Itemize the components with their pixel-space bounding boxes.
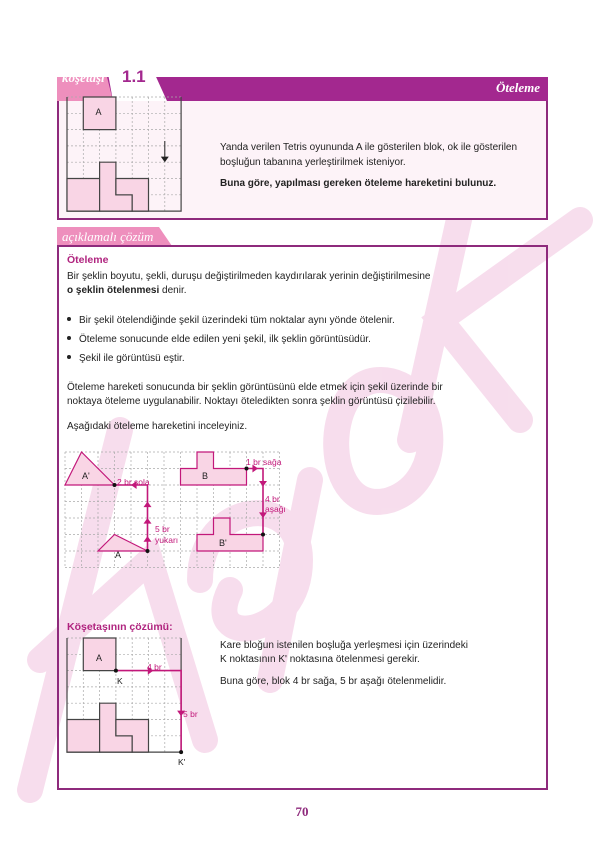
definition-line-2 <box>67 284 187 298</box>
label-a: A <box>115 550 122 560</box>
move-right-label: 4 br <box>147 662 162 672</box>
arrow-head-icon <box>144 502 152 508</box>
solution-tab-label: açıklamalı çözüm <box>62 229 154 244</box>
bullet-dot-icon <box>67 336 71 340</box>
point-dot <box>113 483 117 487</box>
label-a-prime: A' <box>82 471 90 481</box>
problem-statement: Yanda verilen Tetris oyununda A ile gösterilen blok, ok ile gösterilen boşluğun tabanına yerleştirilmek isteniyor. <box>220 142 518 168</box>
arrow-head-icon <box>144 536 152 542</box>
block-a-label: A <box>95 106 102 117</box>
definition-line-1: Bir şeklin boyutu, şekli, duruşu değiştirilmeden kaydırılarak yerinin değiştirilmesine <box>67 271 431 282</box>
bottom-block-left <box>67 179 100 212</box>
topic-title: Öteleme <box>495 80 540 95</box>
point-k-prime <box>179 750 183 754</box>
move-down-label-2: aşağı <box>265 504 286 514</box>
bullet-dot-icon <box>67 355 71 359</box>
examine-text: Aşağıdaki öteleme hareketini inceleyiniz. <box>67 421 248 432</box>
header-tab-label: köşetaşı <box>62 70 105 85</box>
paragraph-line-1: Öteleme hareketi sonucunda bir şeklin görüntüsünü elde etmek için şekil üzerinde bir <box>67 382 443 393</box>
paragraph-line-2: noktaya öteleme uygulanabilir. Noktayı öteledikten sonra şeklin görüntüsü çizilebilir. <box>67 396 436 407</box>
move-right-label: 1 br sağa <box>246 457 282 467</box>
label-a: A <box>96 653 103 663</box>
label-k: K <box>117 676 123 686</box>
bullet-item: Bir şekil ötelendiğinde şekil üzerindeki tüm noktalar aynı yönde ötelenir. <box>67 315 395 326</box>
answer-line-2: K noktasının K' noktasına ötelenmesi gerekir. <box>220 654 420 665</box>
bullet-item: Öteleme sonucunde elde edilen yeni şekil, ilk şeklin görüntüsüdür. <box>67 334 371 345</box>
arrow-head-icon <box>144 518 152 524</box>
problem-figure <box>62 92 187 217</box>
triangle-a-prime <box>65 452 115 485</box>
arrow-head-icon <box>259 481 267 487</box>
page-number: 70 <box>295 804 309 819</box>
koset-solution-title: Köşetaşının çözümü: <box>67 621 173 633</box>
bullet-item: Şekil ile görüntüsü eştir. <box>67 353 185 364</box>
problem-question: Buna göre, yapılması gereken öteleme hareketini bulunuz. <box>220 178 497 189</box>
label-b-prime: B' <box>219 538 227 548</box>
koset-figure <box>62 633 212 768</box>
bottom-block-left <box>67 720 100 753</box>
answer-line-1: Kare bloğun istenilen boşluğa yerleşmesi için üzerindeki <box>220 640 468 651</box>
move-down-label: 5 br <box>183 709 198 719</box>
example-figure <box>62 448 302 578</box>
shape-b <box>181 452 247 485</box>
definition-end: denir. <box>159 285 187 296</box>
move-left-label: 2 br sola <box>117 477 150 487</box>
koset-answer <box>220 639 540 689</box>
point-dot <box>146 549 150 553</box>
answer-final: Buna göre, blok 4 br sağa, 5 br aşağı ötelenmelidir. <box>220 676 447 687</box>
move-up-label-1: 5 br <box>155 524 170 534</box>
down-arrow-head-icon <box>161 157 169 163</box>
label-k-prime: K' <box>178 757 186 767</box>
problem-number: 1.1 <box>122 67 146 86</box>
point-dot <box>245 467 249 471</box>
shape-b-prime <box>197 518 263 551</box>
section-title: Öteleme <box>67 254 109 266</box>
point-dot <box>261 533 265 537</box>
label-b: B <box>202 471 209 481</box>
move-up-label-2: yukarı <box>155 535 179 545</box>
triangle-a <box>98 535 148 552</box>
point-k <box>114 669 118 673</box>
bullet-dot-icon <box>67 317 71 321</box>
definition-bold: o şeklin ötelenmesi <box>67 285 160 296</box>
move-down-label-1: 4 br <box>265 494 280 504</box>
problem-text <box>220 140 540 197</box>
